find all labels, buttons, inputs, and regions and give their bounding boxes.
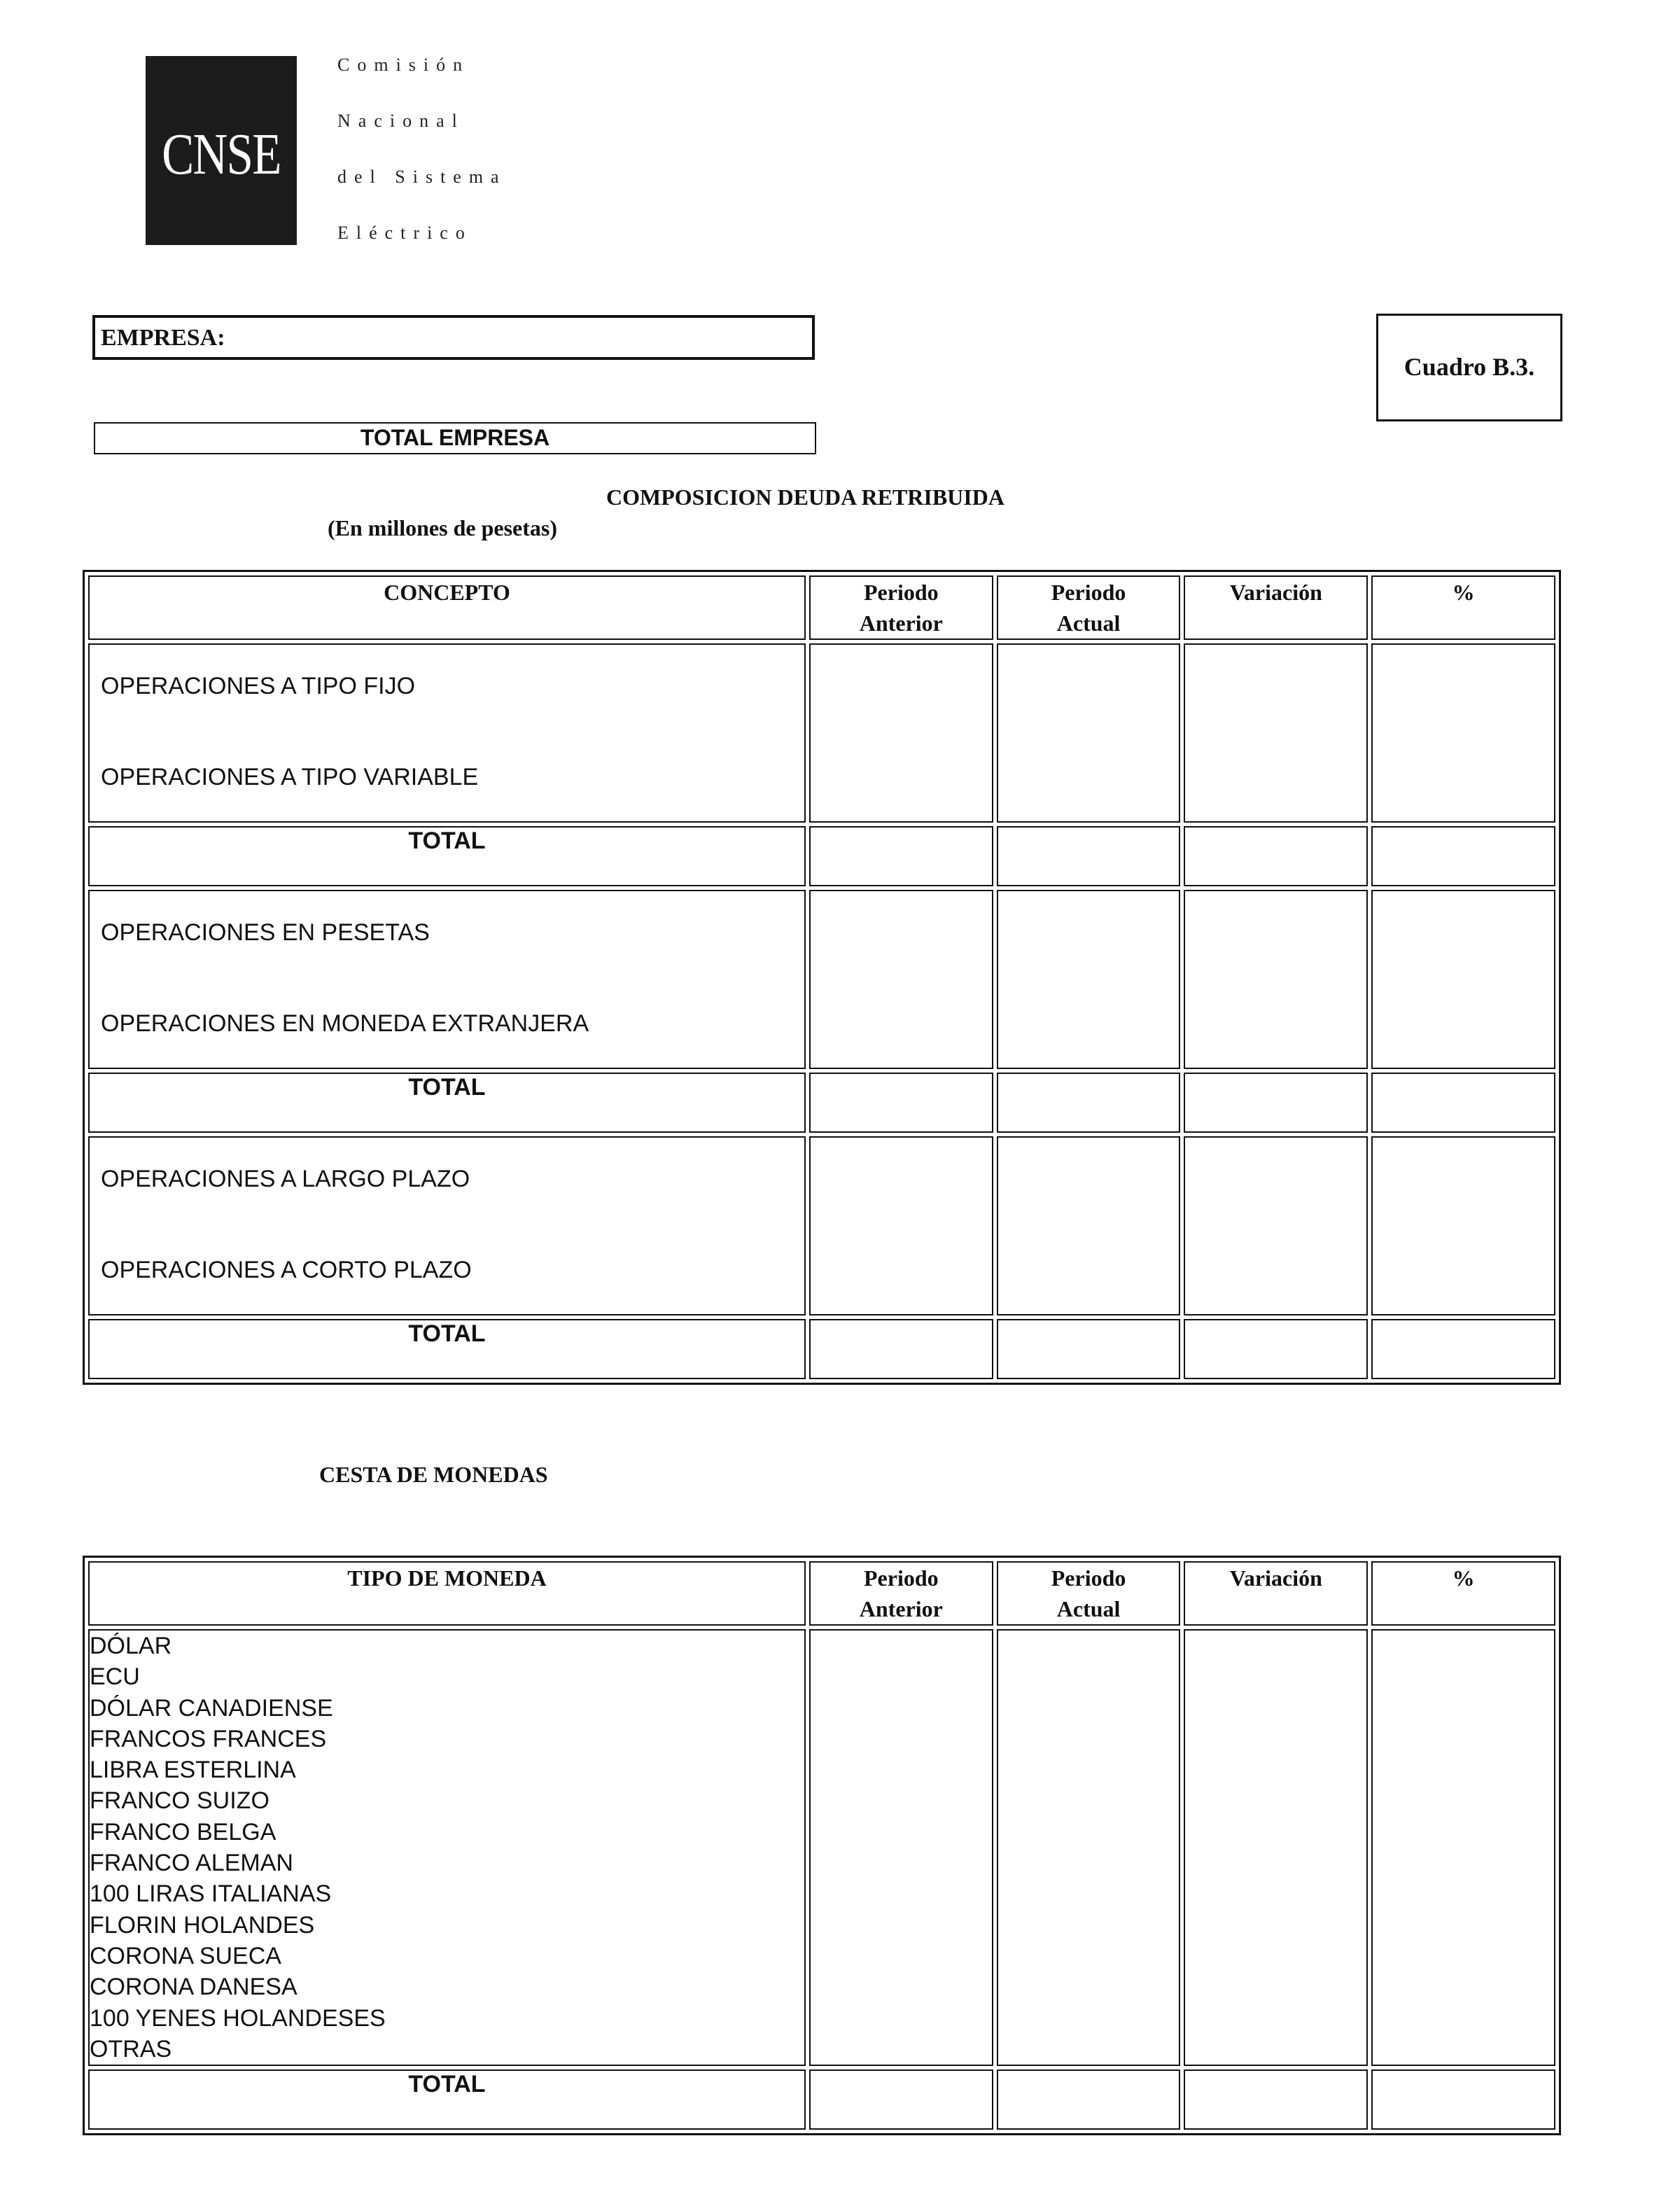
concepto-cell (88, 643, 806, 823)
value-cell[interactable] (1184, 1319, 1368, 1379)
value-cell[interactable] (809, 1629, 993, 2066)
list-item: FLORIN HOLANDES (90, 1911, 315, 1939)
value-cell[interactable] (1371, 1136, 1555, 1315)
concepto-item: OPERACIONES A LARGO PLAZO (101, 1166, 470, 1192)
table-row (88, 890, 1555, 1069)
col-tipo-moneda: TIPO DE MONEDA (88, 1561, 806, 1626)
value-cell[interactable] (1371, 1319, 1555, 1379)
value-cell[interactable] (997, 2069, 1181, 2130)
col-porcentaje: % (1371, 575, 1555, 640)
concepto-item: OPERACIONES EN MONEDA EXTRANJERA (101, 1010, 589, 1037)
list-item: DÓLAR CANADIENSE (90, 1694, 333, 1722)
list-item: 100 YENES HOLANDESES (90, 2004, 386, 2032)
total-label: TOTAL (88, 2069, 806, 2130)
total-row (88, 1319, 1555, 1379)
logo-line-3: del Sistema (337, 167, 507, 187)
value-cell[interactable] (997, 643, 1181, 823)
list-item: OTRAS (90, 2035, 172, 2062)
concepto-cell (88, 890, 806, 1069)
total-row (88, 826, 1555, 886)
value-cell[interactable] (997, 1319, 1181, 1379)
deuda-header-row (88, 575, 1555, 640)
list-item: 100 LIRAS ITALIANAS (90, 1880, 332, 1908)
list-item: FRANCO SUIZO (90, 1787, 270, 1815)
list-item: CORONA DANESA (90, 1974, 298, 2001)
currency-list (88, 1629, 806, 2066)
total-row (88, 2069, 1555, 2130)
table-row (88, 1136, 1555, 1315)
cesta-header-row (88, 1561, 1555, 1626)
logo-line-2: Nacional (337, 111, 465, 131)
section1-subtitle: (En millones de pesetas) (328, 515, 557, 540)
total-empresa-label: TOTAL EMPRESA (360, 425, 550, 450)
col-periodo-actual: Periodo Actual (997, 575, 1181, 640)
concepto-item: OPERACIONES A TIPO VARIABLE (101, 764, 479, 790)
col-periodo-anterior: Periodo Anterior (809, 575, 993, 640)
concepto-item: OPERACIONES EN PESETAS (101, 919, 430, 946)
col-concepto: CONCEPTO (88, 575, 806, 640)
list-item: DÓLAR (90, 1633, 172, 1659)
value-cell[interactable] (997, 890, 1181, 1069)
value-cell[interactable] (1184, 1629, 1368, 2066)
logo-line-1: Comisión (337, 55, 470, 75)
value-cell[interactable] (1371, 1073, 1555, 1133)
value-cell[interactable] (1371, 643, 1555, 823)
total-empresa-box (94, 422, 816, 454)
deuda-table (83, 570, 1561, 1385)
col-periodo-actual: Periodo Actual (997, 1561, 1181, 1626)
section1-title: COMPOSICION DEUDA RETRIBUIDA (606, 484, 1004, 510)
value-cell[interactable] (1371, 1629, 1555, 2066)
value-cell[interactable] (809, 890, 993, 1069)
col-porcentaje: % (1371, 1561, 1555, 1626)
value-cell[interactable] (809, 826, 993, 886)
list-item: FRANCO ALEMAN (90, 1850, 293, 1877)
total-label: TOTAL (88, 1073, 806, 1133)
list-item: FRANCO BELGA (90, 1818, 276, 1845)
concepto-cell (88, 1136, 806, 1315)
list-item: CORONA SUECA (90, 1942, 281, 1969)
logo-acronym: CNSE (162, 122, 281, 187)
section2-title: CESTA DE MONEDAS (319, 1462, 548, 1487)
list-item: FRANCOS FRANCES (90, 1725, 327, 1752)
value-cell[interactable] (809, 1073, 993, 1133)
table-row (88, 643, 1555, 823)
list-item: LIBRA ESTERLINA (90, 1757, 296, 1784)
value-cell[interactable] (1371, 890, 1555, 1069)
empresa-field[interactable] (92, 315, 815, 360)
cesta-table (83, 1556, 1561, 2135)
cuadro-box (1376, 314, 1562, 421)
value-cell[interactable] (1184, 643, 1368, 823)
logo-line-4: Eléctrico (337, 223, 472, 243)
value-cell[interactable] (997, 1629, 1181, 2066)
total-label: TOTAL (88, 1319, 806, 1379)
value-cell[interactable] (1371, 826, 1555, 886)
list-item: ECU (90, 1663, 140, 1691)
value-cell[interactable] (1184, 2069, 1368, 2130)
value-cell[interactable] (809, 643, 993, 823)
col-periodo-anterior: Periodo Anterior (809, 1561, 993, 1626)
value-cell[interactable] (809, 1319, 993, 1379)
value-cell[interactable] (1184, 890, 1368, 1069)
value-cell[interactable] (1184, 1136, 1368, 1315)
value-cell[interactable] (1184, 826, 1368, 886)
concepto-item: OPERACIONES A CORTO PLAZO (101, 1257, 472, 1283)
total-label: TOTAL (88, 826, 806, 886)
col-variacion: Variación (1184, 1561, 1368, 1626)
concepto-item: OPERACIONES A TIPO FIJO (101, 673, 416, 699)
currency-rows (88, 1629, 1555, 2066)
value-cell[interactable] (997, 1136, 1181, 1315)
value-cell[interactable] (809, 1136, 993, 1315)
value-cell[interactable] (1371, 2069, 1555, 2130)
empresa-label: EMPRESA: (101, 325, 225, 351)
total-row (88, 1073, 1555, 1133)
value-cell[interactable] (997, 1073, 1181, 1133)
value-cell[interactable] (809, 2069, 993, 2130)
value-cell[interactable] (997, 826, 1181, 886)
col-variacion: Variación (1184, 575, 1368, 640)
cnse-logo (146, 56, 297, 245)
cuadro-label: Cuadro B.3. (1404, 353, 1535, 381)
value-cell[interactable] (1184, 1073, 1368, 1133)
